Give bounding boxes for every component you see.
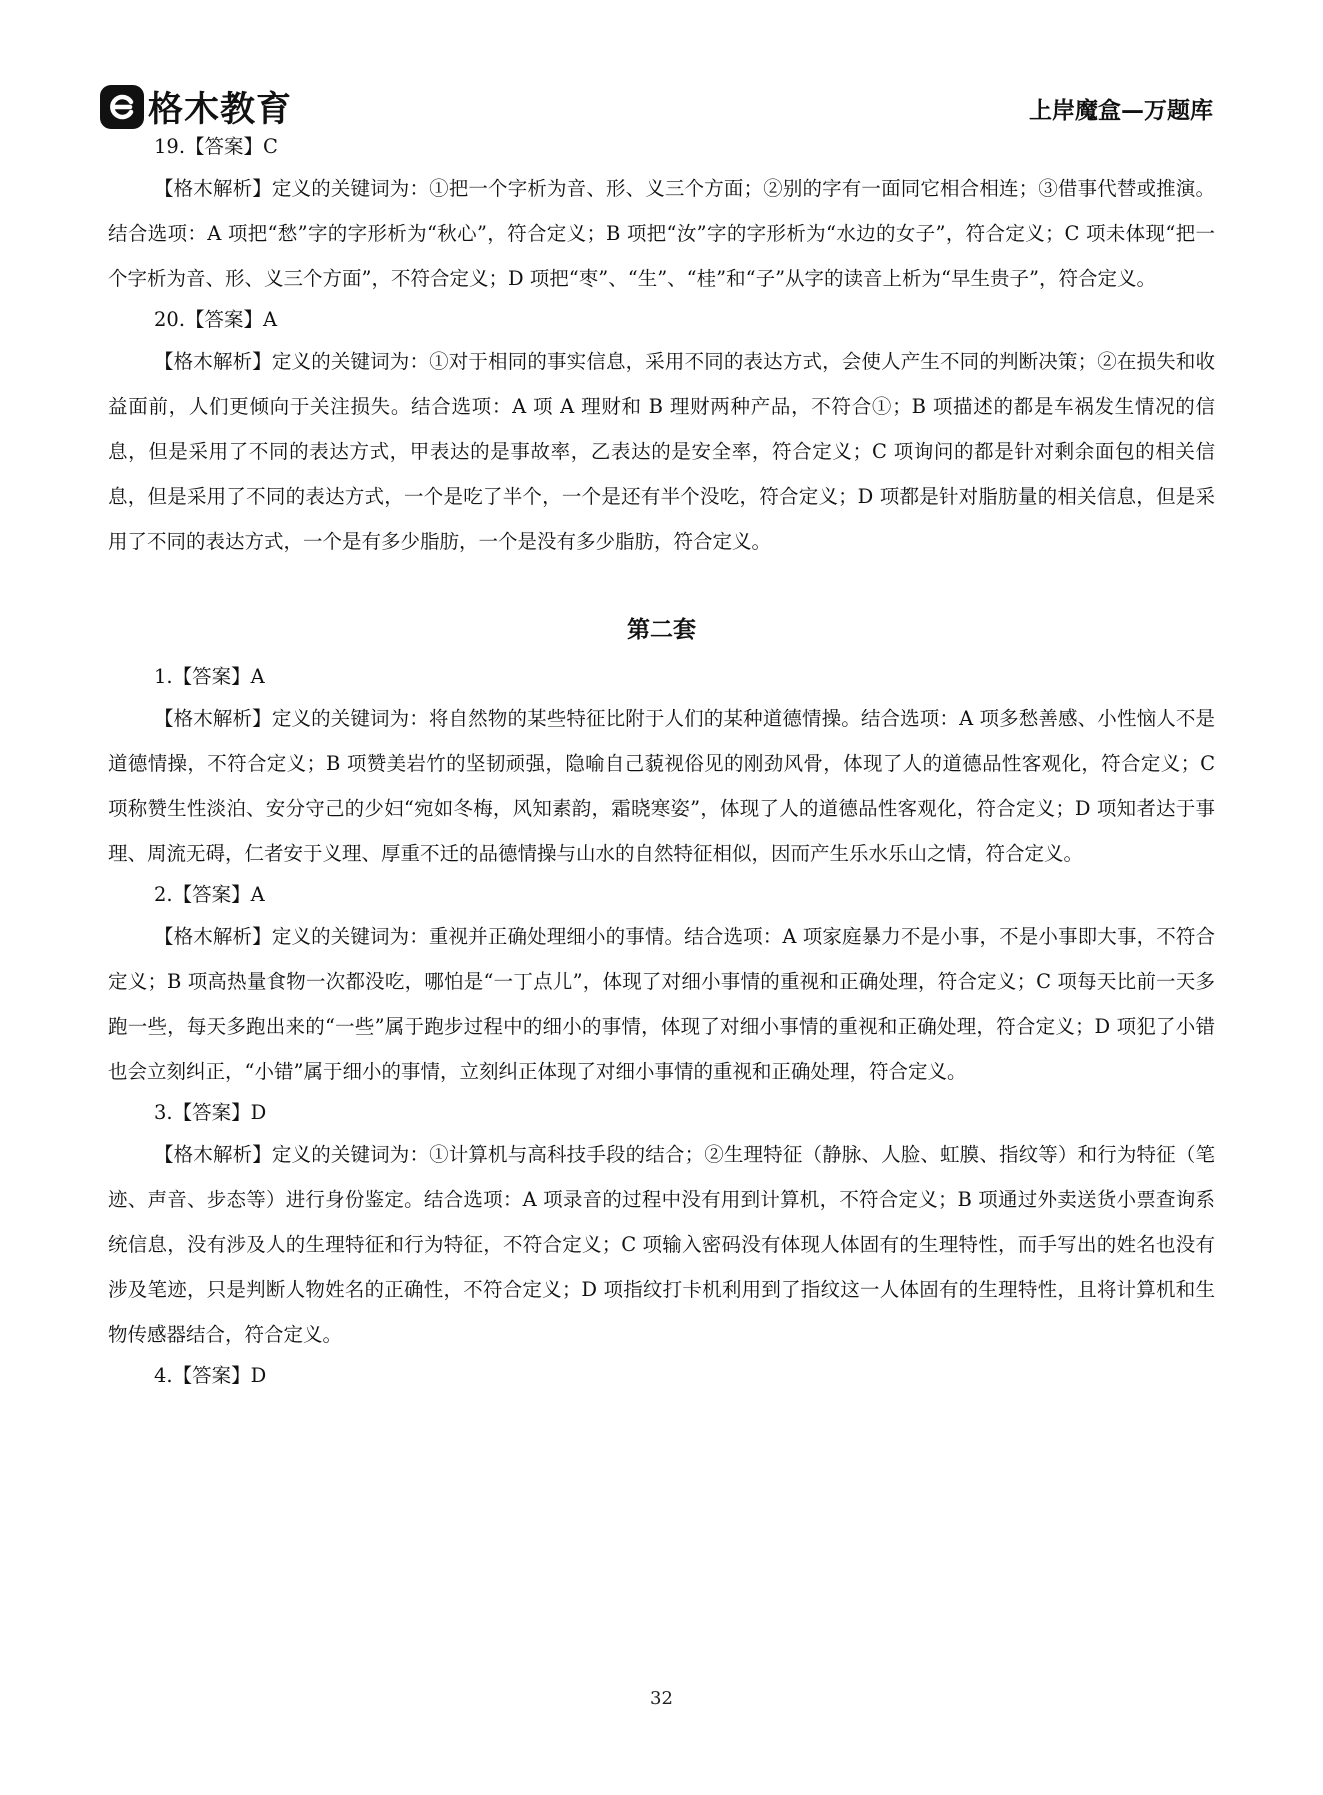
section-title: 第二套	[627, 617, 696, 643]
answer-label: 19.【答案】C	[154, 135, 278, 158]
answer-block	[108, 1357, 1215, 1395]
answer-label: 2.【答案】A	[154, 883, 265, 906]
analysis-text: 【格木解析】定义的关键词为：①把一个字析为音、形、义三个方面；②别的字有一面同它相合相连；③借事代替或推演。结合选项：A 项把“愁”字的字形析为“秋心”，符合定义；B 项把“汝”字的字形析为“水边的女子”，符合定义；C 项未体现“把一个字析为音、形、义三个方面”，不符合定义；D 项把“枣”、“生”、“桂”和“子”从字的读音上析为“早生贵子”，符合定义。	[108, 177, 1215, 290]
answer-label: 3.【答案】D	[154, 1101, 267, 1124]
logo-text: 格木教育	[148, 90, 293, 130]
answer-label: 20.【答案】A	[154, 308, 278, 331]
answer-block	[108, 876, 1215, 1094]
analysis-text: 【格木解析】定义的关键词为：①对于相同的事实信息，采用不同的表达方式，会使人产生不同的判断决策；②在损失和收益面前，人们更倾向于关注损失。结合选项：A 项 A 理财和 B 理财两种产品，不符合①；B 项描述的都是车祸发生情况的信息，但是采用了不同的表达方式，甲表达的是事故率，乙表达的是安全率，符合定义；C 项询问的都是针对剩余面包的相关信息，但是采用了不同的表达方式，一个是吃了半个，一个是还有半个没吃，符合定义；D 项都是针对脂肪量的相关信息，但是采用了不同的表达方式，一个是有多少脂肪，一个是没有多少脂肪，符合定义。	[108, 350, 1215, 553]
page-header	[100, 82, 1213, 134]
page-number: 32	[650, 1688, 673, 1709]
header-brand-title: 上岸魔盒—万题库	[1029, 98, 1213, 124]
analysis-text: 【格木解析】定义的关键词为：重视并正确处理细小的事情。结合选项：A 项家庭暴力不是小事，不是小事即大事，不符合定义；B 项高热量食物一次都没吃，哪怕是“一丁点儿”，体现了对细小事情的重视和正确处理，符合定义；C 项每天比前一天多跑一些，每天多跑出来的“一些”属于跑步过程中的细小的事情，体现了对细小事情的重视和正确处理，符合定义；D 项犯了小错也会立刻纠正，“小错”属于细小的事情，立刻纠正体现了对细小事情的重视和正确处理，符合定义。	[108, 925, 1215, 1083]
analysis-text: 【格木解析】定义的关键词为：①计算机与高科技手段的结合；②生理特征（静脉、人脸、虹膜、指纹等）和行为特征（笔迹、声音、步态等）进行身份鉴定。结合选项：A 项录音的过程中没有用到计算机，不符合定义；B 项通过外卖送货小票查询系统信息，没有涉及人的生理特征和行为特征，不符合定义；C 项输入密码没有体现人体固有的生理特性，而手写出的姓名也没有涉及笔迹，只是判断人物姓名的正确性，不符合定义；D 项指纹打卡机利用到了指纹这一人体固有的生理特性，且将计算机和生物传感器结合，符合定义。	[108, 1143, 1215, 1346]
document-body	[108, 128, 1215, 1395]
answer-block	[108, 301, 1215, 564]
answer-block	[108, 128, 1215, 301]
answer-block	[108, 658, 1215, 876]
answer-label: 1.【答案】A	[154, 665, 265, 688]
logo	[100, 82, 292, 132]
answer-block	[108, 1094, 1215, 1357]
answer-label: 4.【答案】D	[154, 1364, 267, 1387]
logo-icon	[100, 85, 144, 129]
analysis-text: 【格木解析】定义的关键词为：将自然物的某些特征比附于人们的某种道德情操。结合选项：A 项多愁善感、小性恼人不是道德情操，不符合定义；B 项赞美岩竹的坚韧顽强，隐喻自己藐视俗见的刚劲风骨，体现了人的道德品性客观化，符合定义；C 项称赞生性淡泊、安分守己的少妇“宛如冬梅，风知素韵，霜晓寒姿”，体现了人的道德品性客观化，符合定义；D 项知者达于事理、周流无碍，仁者安于义理、厚重不迁的品德情操与山水的自然特征相似，因而产生乐水乐山之情，符合定义。	[108, 707, 1215, 865]
